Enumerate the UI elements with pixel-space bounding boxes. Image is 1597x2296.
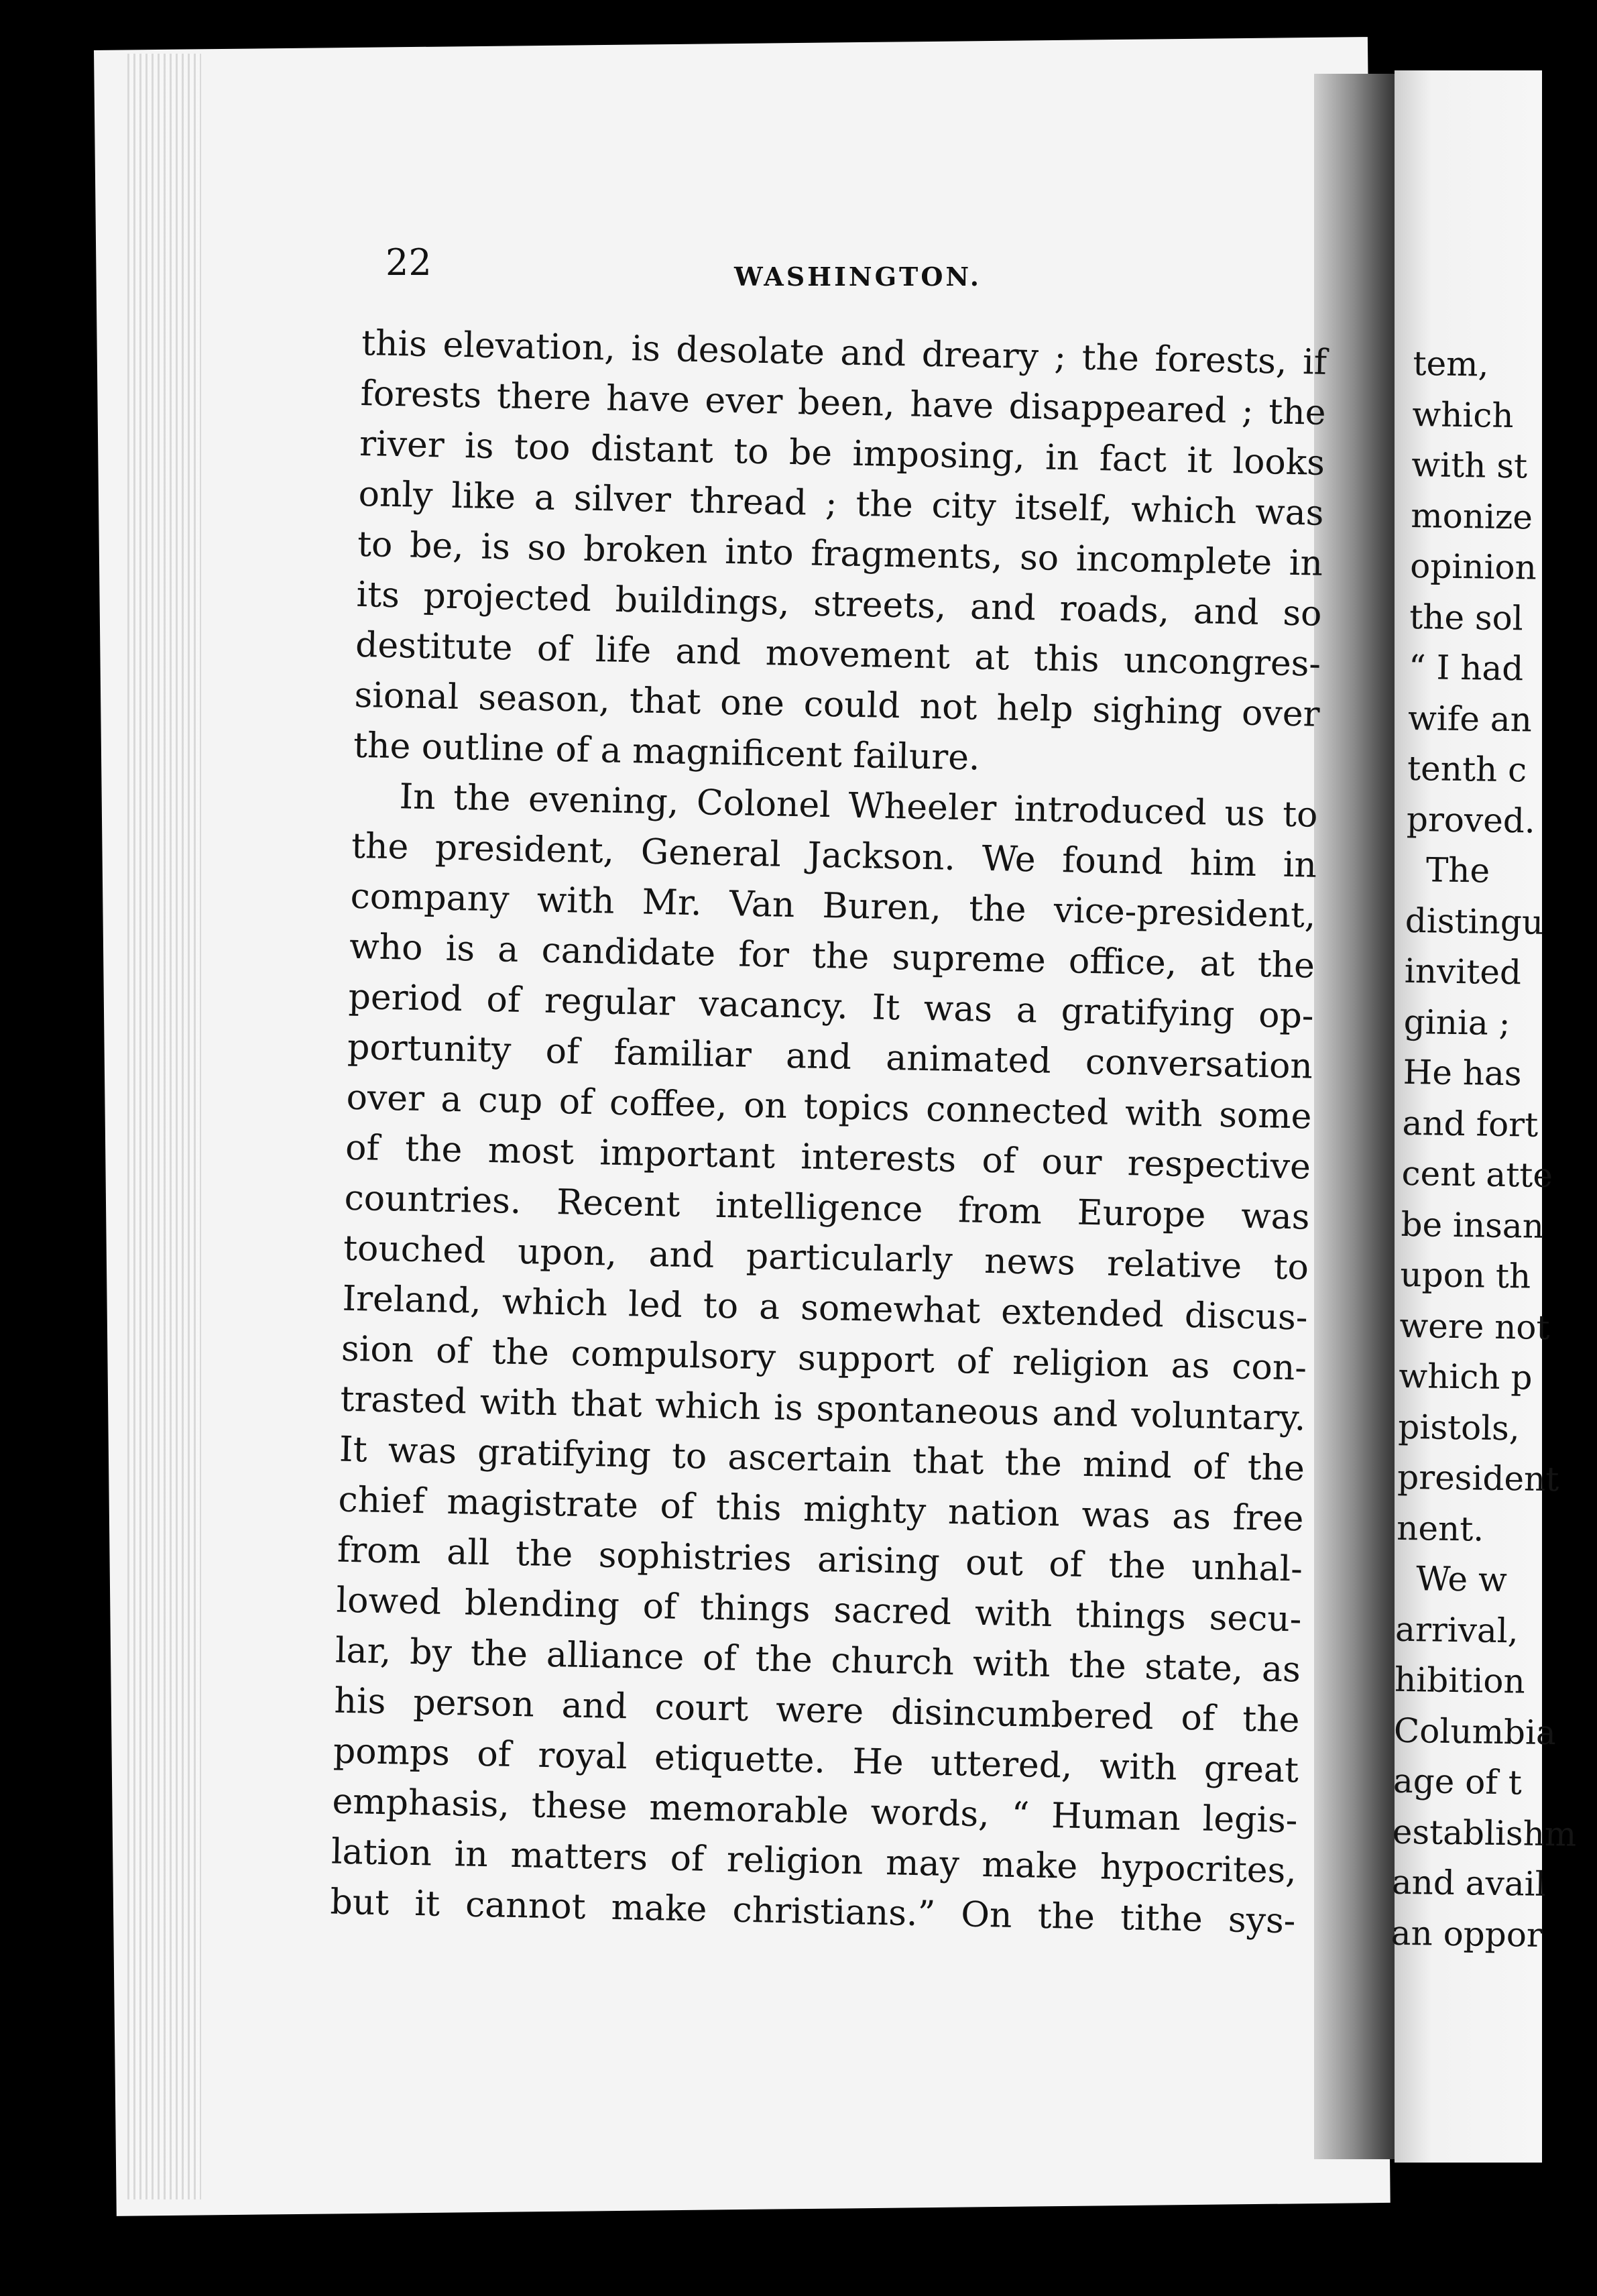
facing-line: which p: [1398, 1356, 1533, 1397]
text-line: forests there have ever been, have disappeared ; the: [360, 373, 1327, 433]
facing-line: invited: [1404, 951, 1522, 992]
text-line: company with Mr. Van Buren, the vice-president,: [350, 876, 1317, 936]
text-line: chief magistrate of this mighty nation was as free: [338, 1479, 1304, 1540]
facing-line: the sol: [1409, 597, 1524, 638]
facing-line: cent atte: [1401, 1153, 1553, 1196]
text-line: the president, General Jackson. We found him in: [351, 825, 1317, 886]
text-line: It was gratifying to ascertain that the mind of the: [339, 1429, 1305, 1489]
facing-line: The: [1425, 850, 1490, 891]
facing-line: distingu: [1405, 901, 1544, 942]
facing-line: We w: [1415, 1559, 1508, 1600]
facing-line: with st: [1411, 445, 1528, 486]
facing-line: “ I had: [1408, 647, 1524, 689]
page-header: [386, 241, 1324, 292]
facing-line: nent.: [1396, 1508, 1484, 1549]
facing-line: monize: [1410, 496, 1533, 537]
facing-line: wife an: [1407, 698, 1533, 740]
facing-line: tenth c: [1407, 748, 1527, 790]
text-line: lar, by the alliance of the church with the state, as: [335, 1630, 1301, 1690]
facing-line: were not: [1399, 1306, 1551, 1347]
text-line: lation in matters of religion may make hypocrites,: [331, 1831, 1297, 1892]
text-line: from all the sophistries arising out of the unhal-: [337, 1530, 1303, 1590]
facing-line: and avail: [1391, 1862, 1547, 1904]
facing-line: upon th: [1400, 1255, 1531, 1296]
text-line: his person and court were disincumbered of the: [334, 1680, 1300, 1741]
text-line: Ireland, which led to a somewhat extended discus-: [342, 1278, 1308, 1338]
text-line: river is too distant to be imposing, in fact it looks: [359, 423, 1325, 483]
text-line: of the most important interests of our respective: [345, 1127, 1311, 1188]
facing-line: be insan: [1401, 1204, 1545, 1246]
page-edges: [127, 54, 201, 2199]
page-number: 22: [386, 241, 432, 284]
text-line: who is a candidate for the supreme office, at the: [349, 926, 1315, 986]
facing-page-text: [1391, 339, 1577, 1960]
facing-line: Columbia: [1393, 1711, 1557, 1752]
text-line: this elevation, is desolate and dreary ; the forests, if: [361, 323, 1327, 383]
text-line: the outline of a magnificent failure.: [353, 725, 981, 779]
facing-line: pistols,: [1397, 1407, 1521, 1448]
facing-line: tem,: [1413, 343, 1489, 384]
text-line: sional season, that one could not help sighing over: [354, 675, 1321, 735]
facing-line: arrival,: [1395, 1609, 1519, 1650]
text-line: sion of the compulsory support of religion as con-: [341, 1328, 1307, 1389]
facing-line: an oppor: [1391, 1913, 1543, 1955]
text-line: to be, is so broken into fragments, so incomplete in: [357, 524, 1323, 584]
text-line: destitute of life and movement at this uncongres-: [355, 624, 1321, 685]
text-line: only like a silver thread ; the city itself, which was: [358, 473, 1325, 534]
text-line: countries. Recent intelligence from Europe was: [344, 1178, 1310, 1238]
text-line: pomps of royal etiquette. He uttered, with great: [333, 1731, 1299, 1791]
facing-line: which: [1412, 394, 1515, 435]
facing-line: proved.: [1406, 799, 1536, 841]
text-line: over a cup of coffee, on topics connected with some: [346, 1077, 1312, 1137]
facing-line: opinion: [1409, 546, 1537, 587]
facing-line: ginia ;: [1403, 1002, 1511, 1043]
text-line: portunity of familiar and animated conversation: [347, 1027, 1313, 1087]
facing-line: establishm: [1392, 1812, 1577, 1854]
facing-line: hibition: [1394, 1660, 1526, 1701]
text-line: touched upon, and particularly news relative to: [343, 1228, 1309, 1288]
text-line: In the evening, Colonel Wheeler introduced us to: [399, 777, 1319, 836]
main-text-block: [330, 319, 1327, 1947]
text-line: trasted with that which is spontaneous and voluntary.: [340, 1379, 1306, 1439]
text-line: lowed blending of things sacred with things secu-: [336, 1580, 1302, 1640]
text-line: emphasis, these memorable words, “ Human legis-: [332, 1781, 1298, 1841]
facing-line: age of t: [1393, 1761, 1523, 1802]
text-line: but it cannot make christians.” On the tithe sys-: [329, 1882, 1296, 1942]
running-head: WASHINGTON.: [734, 262, 982, 292]
facing-line: and fort: [1402, 1103, 1539, 1145]
facing-line: He has: [1403, 1052, 1522, 1094]
text-line: period of regular vacancy. It was a gratifying op-: [348, 976, 1315, 1037]
facing-line: president: [1397, 1457, 1559, 1499]
text-line: its projected buildings, streets, and roads, and so: [356, 574, 1323, 634]
